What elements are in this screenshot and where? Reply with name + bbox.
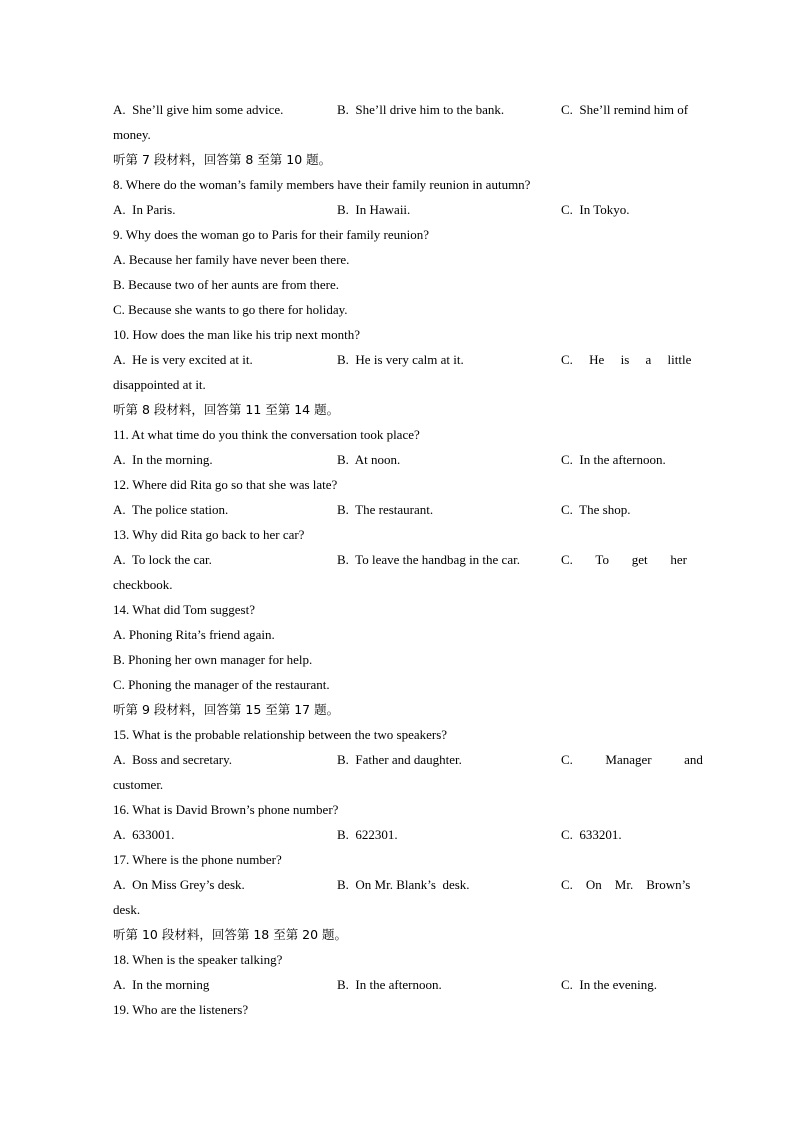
text-line [113,422,701,447]
text-line [113,297,701,322]
text-line [113,797,701,822]
line-text: 18. When is the speaker talking? [113,952,283,967]
text-line [113,472,701,497]
text-line [113,522,701,547]
text-line [113,272,701,297]
option-a: A. In Paris. [113,202,176,217]
option-b: B. To leave the handbag in the car. [337,552,520,567]
option-a: A. She’ll give him some advice. [113,102,284,117]
option-c: C. On Mr. Brown’s [561,877,691,892]
answer-options-row [113,747,701,772]
option-b: B. 622301. [337,827,398,842]
answer-options-row [113,497,701,522]
option-c: C. Manager and [561,752,703,767]
answer-options-row [113,972,701,997]
option-c: C. In Tokyo. [561,202,630,217]
option-c: C. He is a little [561,352,692,367]
option-b: B. In the afternoon. [337,977,442,992]
line-text: 19. Who are the listeners? [113,1002,249,1017]
text-line [113,847,701,872]
text-line [113,122,701,147]
section-heading [113,922,701,947]
option-b: B. On Mr. Blank’s desk. [337,877,470,892]
text-line [113,772,701,797]
answer-options-row [113,97,701,122]
option-c: C. She’ll remind him of [561,102,689,117]
option-b: B. She’ll drive him to the bank. [337,102,505,117]
text-line [113,172,701,197]
option-a: A. On Miss Grey’s desk. [113,877,245,892]
line-text: A. Phoning Rita’s friend again. [113,627,275,642]
line-text: 9. Why does the woman go to Paris for their family reunion? [113,227,430,242]
line-text: B. Because two of her aunts are from there. [113,277,339,292]
answer-options-row [113,822,701,847]
option-c: C. To get her [561,552,687,567]
option-c: C. 633201. [561,827,622,842]
line-text: checkbook. [113,577,173,592]
option-b: B. The restaurant. [337,502,434,517]
option-a: A. The police station. [113,502,229,517]
text-line [113,372,701,397]
option-a: A. In the morning [113,977,210,992]
answer-options-row [113,547,701,572]
option-a: A. In the morning. [113,452,213,467]
text-line [113,322,701,347]
text-line [113,897,701,922]
text-line [113,997,701,1022]
option-c: C. In the evening. [561,977,658,992]
line-text: 17. Where is the phone number? [113,852,282,867]
text-line [113,222,701,247]
text-line [113,622,701,647]
exam-page [113,97,701,1022]
section-heading-text: 听第 9 段材料，回答第 15 至第 17 题。 [113,702,340,717]
option-c: C. In the afternoon. [561,452,666,467]
option-a: A. Boss and secretary. [113,752,233,767]
line-text: 16. What is David Brown’s phone number? [113,802,339,817]
section-heading [113,397,701,422]
option-b: B. He is very calm at it. [337,352,464,367]
option-a: A. He is very excited at it. [113,352,253,367]
text-line [113,947,701,972]
section-heading-text: 听第 7 段材料，回答第 8 至第 10 题。 [113,152,332,167]
text-line [113,722,701,747]
line-text: A. Because her family have never been there. [113,252,350,267]
line-text: 12. Where did Rita go so that she was late? [113,477,338,492]
text-line [113,647,701,672]
option-b: B. In Hawaii. [337,202,411,217]
line-text: desk. [113,902,141,917]
option-c: C. The shop. [561,502,631,517]
answer-options-row [113,347,701,372]
line-text: 14. What did Tom suggest? [113,602,255,617]
line-text: disappointed at it. [113,377,206,392]
line-text: customer. [113,777,164,792]
section-heading-text: 听第 10 段材料，回答第 18 至第 20 题。 [113,927,348,942]
option-b: B. Father and daughter. [337,752,462,767]
line-text: 8. Where do the woman’s family members have their family reunion in autumn? [113,177,531,192]
text-line [113,597,701,622]
line-text: 13. Why did Rita go back to her car? [113,527,305,542]
answer-options-row [113,447,701,472]
line-text: B. Phoning her own manager for help. [113,652,313,667]
text-line [113,572,701,597]
section-heading-text: 听第 8 段材料，回答第 11 至第 14 题。 [113,402,340,417]
answer-options-row [113,197,701,222]
option-b: B. At noon. [337,452,401,467]
line-text: money. [113,127,151,142]
section-heading [113,697,701,722]
answer-options-row [113,872,701,897]
text-line [113,672,701,697]
line-text: 15. What is the probable relationship between the two speakers? [113,727,448,742]
line-text: 11. At what time do you think the conversation took place? [113,427,420,442]
line-text: C. Phoning the manager of the restaurant. [113,677,330,692]
option-a: A. 633001. [113,827,175,842]
text-line [113,247,701,272]
line-text: C. Because she wants to go there for holiday. [113,302,348,317]
line-text: 10. How does the man like his trip next month? [113,327,360,342]
option-a: A. To lock the car. [113,552,212,567]
section-heading [113,147,701,172]
